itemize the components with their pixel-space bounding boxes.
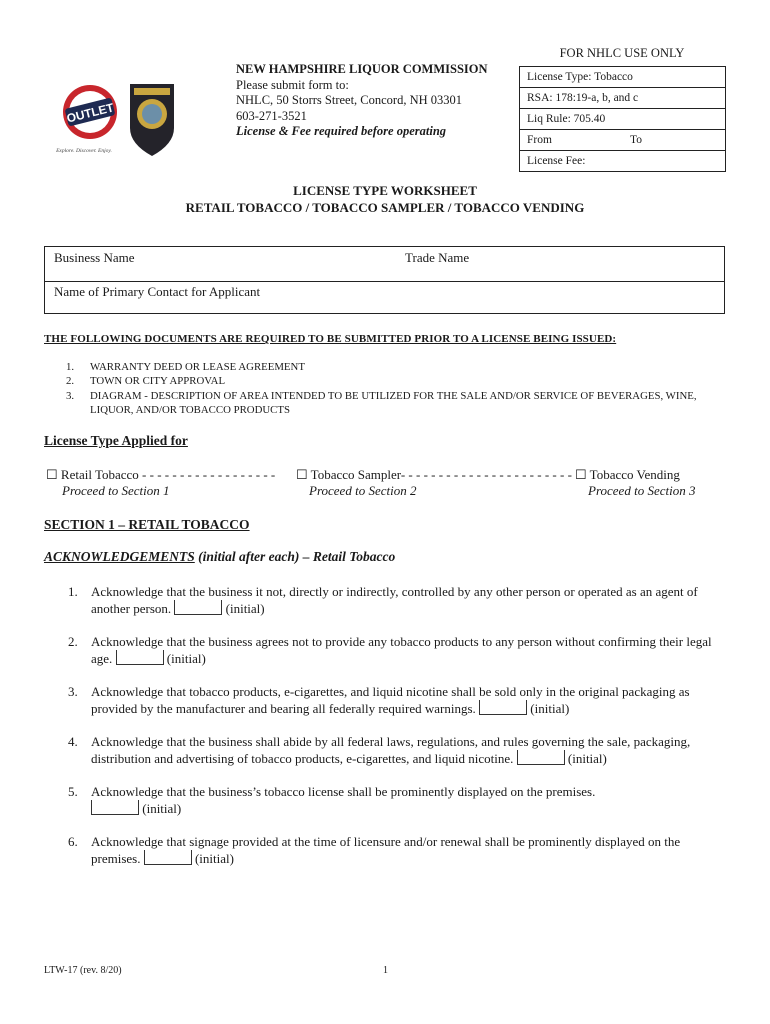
logo-outlet-text: OUTLET [65,100,116,126]
list-item: 1. WARRANTY DEED OR LEASE AGREEMENT [66,361,305,373]
liq-rule-field: Liq Rule: 705.40 [520,109,725,130]
outlet-logo-icon [52,78,177,160]
acknowledgements-heading: ACKNOWLEDGEMENTS (initial after each) – Retail Tobacco [44,549,396,564]
to-label: To [630,134,642,146]
tobacco-sampler-checkbox[interactable]: ☐ Tobacco Sampler- - - - - - - - - - - - - - - - - - - - - - - [296,467,572,482]
proceed-section-3: Proceed to Section 3 [588,483,696,498]
option-tobacco-sampler[interactable] [296,467,572,499]
license-fee-field: License Fee: [520,151,725,172]
list-item: 3. Acknowledge that tobacco products, e-cigarettes, and liquid nicotine shall be sold only in the original packaging as provided by the manufacturer and bearing all federally required warnings. (initial) [68,684,690,716]
tobacco-vending-checkbox[interactable]: ☐ Tobacco Vending [575,467,680,482]
form-id: LTW-17 (rev. 8/20) [44,965,122,976]
worksheet-title: LICENSE TYPE WORKSHEET [293,183,477,198]
initial-blank[interactable] [479,700,527,715]
nhlc-logos [52,78,177,160]
license-type-heading: License Type Applied for [44,433,188,448]
submit-instruction: Please submit form to: [236,77,349,92]
acknowledgements-list [44,583,729,867]
agency-name: NEW HAMPSHIRE LIQUOR COMMISSION [236,62,488,76]
list-item: 4. Acknowledge that the business shall abide by all federal laws, regulations, and rules governing the sale, packaging, distribution and advertising of tobacco products, e-cigarettes, and liquid nicotine. (initial) [68,734,691,766]
agency-phone: 603-271-3521 [236,108,307,123]
initial-blank[interactable] [174,600,222,615]
option-tobacco-vending[interactable] [575,467,695,499]
worksheet-subtitle: RETAIL TOBACCO / TOBACCO SAMPLER / TOBACCO VENDING [185,200,585,215]
agency-address: NHLC, 50 Storrs Street, Concord, NH 03301 [236,93,463,107]
nh-shield-icon [130,84,174,156]
business-info-box [44,246,725,314]
business-name-field[interactable]: Business Name [54,250,135,265]
list-item: 6. Acknowledge that signage provided at the time of licensure and/or renewal shall be prominently displayed on the premises. (initial) [68,834,681,866]
license-fee-note: License & Fee required before operating [236,124,447,138]
initial-blank[interactable] [517,750,565,765]
section-1-heading: SECTION 1 – RETAIL TOBACCO [44,517,250,532]
list-item: 1. Acknowledge that the business it not, directly or indirectly, controlled by any other person or operated as an agent of another person. (initial) [68,584,698,616]
logo-tagline: Explore. Discover. Enjoy. [56,148,112,154]
rsa-field: RSA: 178:19-a, b, and c [520,88,725,109]
agency-info [236,62,516,140]
initial-blank[interactable] [116,650,164,665]
list-item: 2. TOWN OR CITY APPROVAL [66,375,226,388]
nhlc-use-only-box [519,66,726,172]
proceed-section-2: Proceed to Section 2 [309,483,417,498]
license-type-field: License Type: Tobacco [520,67,725,88]
nhlc-use-only-heading: FOR NHLC USE ONLY [559,46,685,60]
primary-contact-field[interactable]: Name of Primary Contact for Applicant [54,284,261,299]
required-documents-list [44,360,724,417]
required-documents-heading: THE FOLLOWING DOCUMENTS ARE REQUIRED TO BE SUBMITTED PRIOR TO A LICENSE BEING ISSUED: [44,333,617,345]
initial-blank[interactable] [144,850,192,865]
retail-tobacco-checkbox[interactable]: ☐ Retail Tobacco - - - - - - - - - - - - - - - - - - [46,467,276,482]
option-retail-tobacco[interactable] [46,467,275,499]
proceed-section-1: Proceed to Section 1 [62,483,170,498]
list-item: 3. DIAGRAM - DESCRIPTION OF AREA INTENDED TO BE UTILIZED FOR THE SALE AND/OR SERVICE OF BEVERAGES, WINE, LIQUOR, AND/OR TOBACCO PRODUCTS [66,389,697,416]
date-range-field [520,130,725,151]
list-item: 2. Acknowledge that the business agrees not to provide any tobacco products to any person without confirming their legal age. (initial) [68,634,712,666]
trade-name-field[interactable]: Trade Name [405,250,470,265]
initial-blank[interactable] [91,800,139,815]
list-item: 5. Acknowledge that the business’s tobacco license shall be prominently displayed on the premises. (initial) [68,784,596,816]
page-number: 1 [383,965,388,976]
from-label: From [527,134,552,146]
